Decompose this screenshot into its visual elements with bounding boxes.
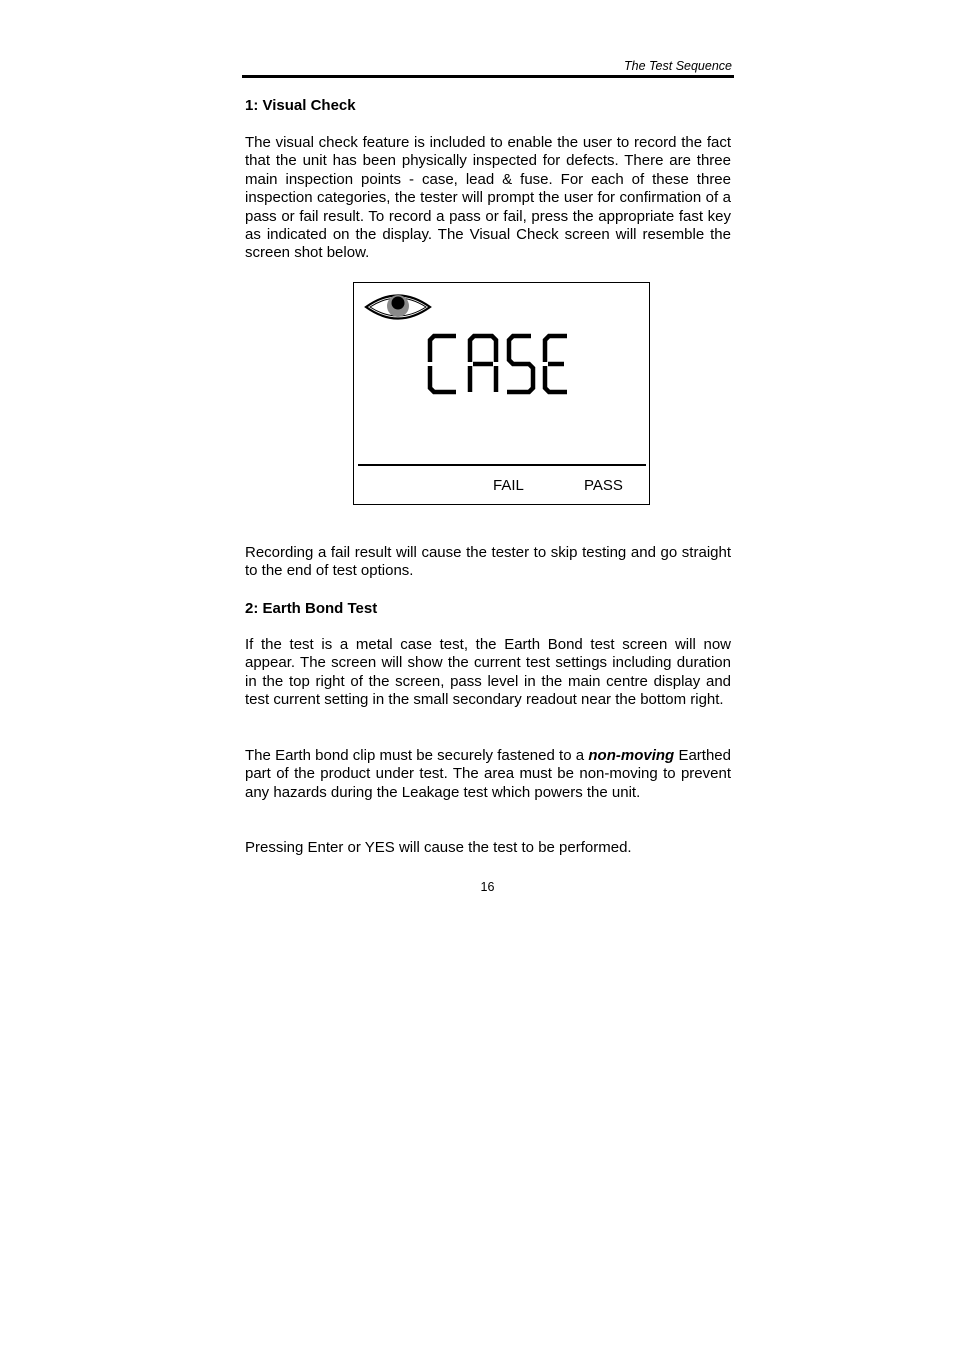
visual-check-screen — [353, 282, 650, 505]
section-heading-visual-check: 1: Visual Check — [245, 97, 356, 114]
pass-softkey-label: PASS — [584, 477, 623, 494]
paragraph-visual-check-intro: The visual check feature is included to enable the user to record the fact that the unit has been physically inspected for defects. There are three main inspection points - case, lead & fuse. For each of these three inspection categories, the tester will prompt the user for confirmation of a pass or fail result. To record a pass or fail, press the appropriate fast key as indicated on the display. The Visual Check screen will resemble the screen shot below. — [245, 134, 731, 262]
clip-text-after: Earthed part of the product under test. The area must be non-moving to prevent any hazards during the Leakage test which powers the unit. — [245, 747, 731, 801]
clip-text-emphasis: non-moving — [588, 747, 675, 764]
lcd-segment-text — [426, 333, 571, 399]
page-number: 16 — [480, 880, 495, 894]
header-rule — [242, 75, 734, 78]
paragraph-earth-bond-screen: If the test is a metal case test, the Earth Bond test screen will now appear. The screen will show the current test settings including duration in the top right of the screen, pass level in the main centre display and test current setting in the small secondary readout near the bottom right. — [245, 636, 731, 709]
section-heading-earth-bond: 2: Earth Bond Test — [245, 600, 378, 617]
paragraph-perform-test: Pressing Enter or YES will cause the test to be performed. — [245, 839, 632, 856]
running-header-title: The Test Sequence — [624, 59, 732, 73]
paragraph-earth-bond-clip — [245, 747, 731, 802]
screen-divider — [358, 464, 646, 466]
fail-softkey-label: FAIL — [493, 477, 524, 494]
paragraph-fail-result: Recording a fail result will cause the tester to skip testing and go straight to the end of test options. — [245, 544, 731, 580]
eye-icon — [364, 292, 432, 322]
clip-text-before: The Earth bond clip must be securely fastened to a — [245, 747, 589, 764]
